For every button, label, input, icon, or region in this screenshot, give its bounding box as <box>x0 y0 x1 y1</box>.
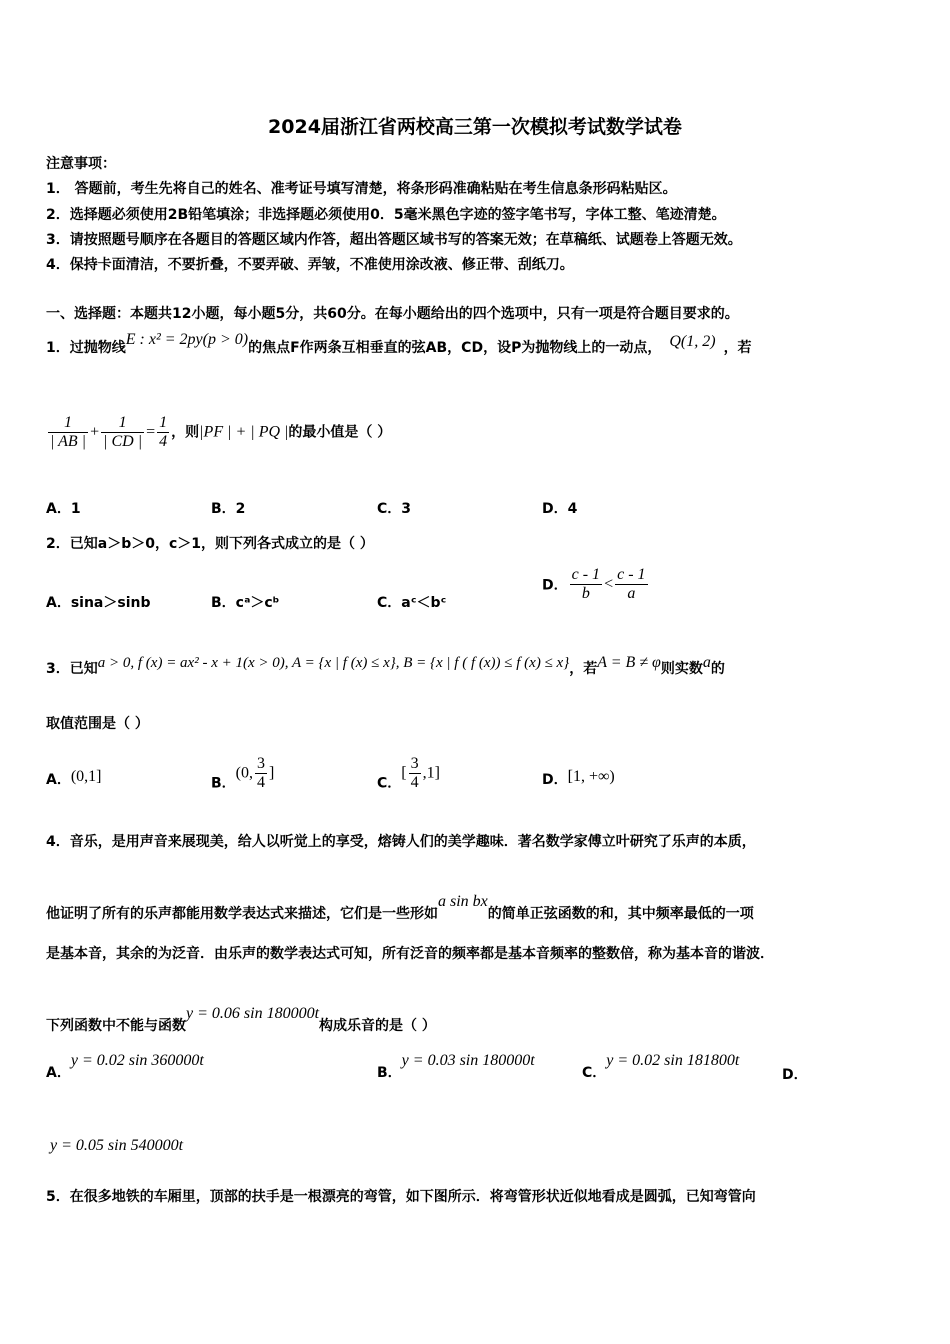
notice-item: 1． 答题前，考生先将自己的姓名、准考证号填写清楚，将条形码准确粘贴在考生信息条形码粘贴区。 <box>46 181 677 197</box>
q3-option-c-close: ,1] <box>422 764 440 782</box>
q1-middle-text: 的焦点F作两条互相垂直的弦AB，CD，设P为抛物线上的一动点， <box>248 340 662 356</box>
q1-option-b[interactable]: B．2 <box>211 501 246 517</box>
q3-option-c[interactable] <box>377 755 440 793</box>
q4-option-d-value[interactable]: y = 0.05 sin 540000t <box>50 1137 184 1154</box>
q4-option-b-label: B． <box>377 1065 402 1081</box>
q1-prefix: 1．过抛物线 <box>46 340 126 356</box>
q2-optd-less-than: < <box>604 575 614 593</box>
q3-option-b-close: ] <box>269 764 275 782</box>
q1-tail: 的最小值是（ ） <box>288 424 392 441</box>
q4-line-2-pre: 他证明了所有的乐声都能用数学表达式来描述，它们是一些形如 <box>46 906 438 922</box>
q4-option-d-label[interactable]: D． <box>782 1067 808 1083</box>
q1-expression: |PF | + | PQ | <box>199 423 289 441</box>
q3-option-a-label: A． <box>46 772 71 788</box>
q4-line-1: 4．音乐，是用声音来展现美，给人以听觉上的享受，熔铸人们的美学趣味．著名数学家傅立叶研究了乐声的本质， <box>46 834 756 850</box>
q3-prefix: 3．已知 <box>46 661 98 677</box>
q3-then: 则实数 <box>660 661 703 677</box>
q3-option-d-value: [1, +∞) <box>567 768 615 785</box>
q2-option-d-label: D． <box>542 577 568 594</box>
q4-option-c-label: C． <box>582 1065 607 1081</box>
q1-equals: = <box>146 423 156 441</box>
q3-formula: a > 0, f (x) = ax² - x + 1(x > 0), A = {x | f (x) ≤ x}, B = {x | f ( f (x)) ≤ f (x) ≤ x} <box>97 655 570 671</box>
q4-line-4-post: 构成乐音的是（ ） <box>319 1018 436 1034</box>
q4-option-b-value: y = 0.03 sin 180000t <box>401 1052 535 1069</box>
q3-ruo: ，若 <box>569 661 598 677</box>
q4-option-a[interactable] <box>46 1052 204 1082</box>
q3-variable: a <box>702 654 711 671</box>
q3-option-b[interactable] <box>211 755 274 793</box>
q4-line-2-post: 的简单正弦函数的和，其中频率最低的一项 <box>487 906 754 922</box>
q1-fraction-quarter: $\frac{1}{4}$ <box>159 414 168 450</box>
q4-option-c[interactable] <box>582 1052 739 1082</box>
q3-condition: A = B ≠ φ <box>597 654 661 671</box>
q3-option-b-open: (0, <box>235 764 253 782</box>
q1-fraction-ab: $\frac{1}{| AB |}$ <box>50 414 87 450</box>
q1-fraction-cd: $\frac{1}{| CD |}$ <box>103 414 143 450</box>
q4-sine-formula: a sin bx <box>438 893 488 910</box>
q4-line-3: 是基本音，其余的为泛音．由乐声的数学表达式可知，所有泛音的频率都是基本音频率的整数倍，称为基本音的谐波． <box>46 946 774 962</box>
q3-line-2: 取值范围是（ ） <box>46 716 149 732</box>
q1-end-text: ，若 <box>723 340 752 356</box>
q3-option-b-fraction: $\frac{3}{4}$ <box>257 755 265 791</box>
q2-optd-left-fraction: $\frac{c - 1}{b}$ <box>571 566 601 602</box>
q3-option-b-label: B． <box>211 775 236 792</box>
q4-line-4 <box>46 1005 436 1035</box>
q2-option-c[interactable]: C．aᶜ＜bᶜ <box>377 595 447 611</box>
section-heading: 一、选择题：本题共12小题，每小题5分，共60分。在每小题给出的四个选项中，只有一项是符合题目要求的。 <box>46 306 739 322</box>
q4-option-a-value: y = 0.02 sin 360000t <box>70 1052 204 1069</box>
q2-option-d[interactable] <box>542 566 650 603</box>
q4-base-function: y = 0.06 sin 180000t <box>186 1005 320 1022</box>
q2-option-b[interactable]: B．cᵃ＞cᵇ <box>211 595 280 611</box>
q3-option-c-fraction: $\frac{3}{4}$ <box>410 755 419 791</box>
question-1-condition <box>46 414 391 451</box>
q5-line-1: 5．在很多地铁的车厢里，顶部的扶手是一根漂亮的弯管，如下图所示．将弯管形状近似地看成是圆弧，已知弯管向 <box>46 1189 756 1205</box>
q2-optd-right-fraction: $\frac{c - 1}{a}$ <box>617 566 646 602</box>
q4-option-b[interactable] <box>377 1052 535 1082</box>
q3-de: 的 <box>710 661 725 677</box>
notice-item: 4．保持卡面清洁，不要折叠，不要弄破、弄皱，不准使用涂改液、修正带、刮纸刀。 <box>46 257 574 273</box>
q3-option-c-open: [ <box>401 764 407 782</box>
q1-then: ，则 <box>171 424 200 441</box>
q1-option-d[interactable]: D．4 <box>542 501 578 517</box>
q4-option-c-value: y = 0.02 sin 181800t <box>606 1052 740 1069</box>
notice-item: 2．选择题必须使用2B铅笔填涂；非选择题必须使用0．5毫米黑色字迹的签字笔书写，字体工整、笔迹清楚。 <box>46 207 726 223</box>
page-title: 2024届浙江省两校高三第一次模拟考试数学试卷 <box>268 116 682 138</box>
q3-option-a[interactable] <box>46 768 102 789</box>
q1-parabola-formula: E : x² = 2py(p > 0) <box>125 331 249 348</box>
question-1 <box>46 331 752 357</box>
q3-option-d[interactable] <box>542 768 615 789</box>
q2-option-a[interactable]: A．sina＞sinb <box>46 595 151 611</box>
q3-option-a-value: (0,1] <box>70 768 102 785</box>
q1-option-a[interactable]: A．1 <box>46 501 81 517</box>
question-3 <box>46 654 725 678</box>
q4-option-a-label: A． <box>46 1065 71 1081</box>
notice-heading: 注意事项： <box>46 156 116 172</box>
q1-option-c[interactable]: C．3 <box>377 501 412 517</box>
q4-line-2 <box>46 893 754 923</box>
question-2: 2．已知a＞b＞0，c＞1，则下列各式成立的是（ ） <box>46 536 374 552</box>
q1-plus: + <box>90 423 100 441</box>
q3-option-d-label: D． <box>542 772 568 788</box>
q1-point-formula: Q(1, 2) <box>669 333 716 350</box>
q4-line-4-pre: 下列函数中不能与函数 <box>46 1018 186 1034</box>
q3-option-c-label: C． <box>377 775 402 792</box>
notice-item: 3．请按照题号顺序在各题目的答题区域内作答，超出答题区域书写的答案无效；在草稿纸、试题卷上答题无效。 <box>46 232 742 248</box>
